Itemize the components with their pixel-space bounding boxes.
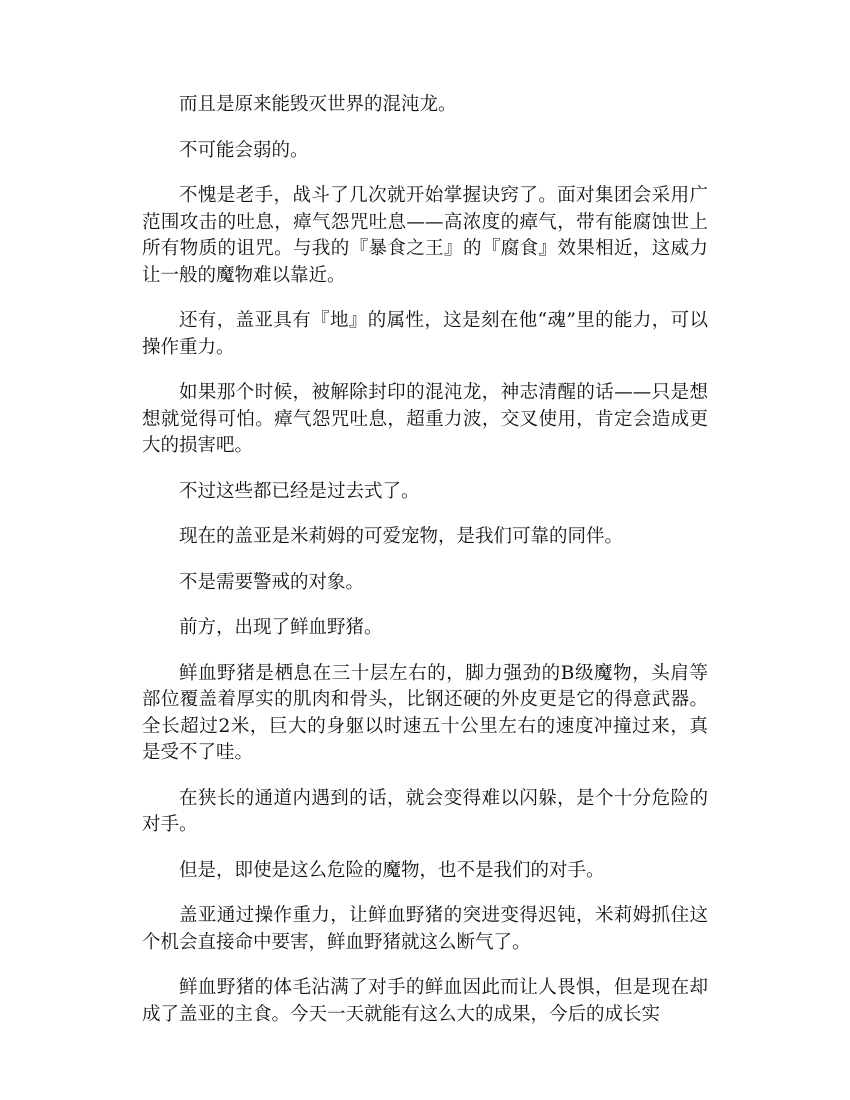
paragraph: 鲜血野猪是栖息在三十层左右的，脚力强劲的B级魔物，头肩等部位覆盖着厚实的肌肉和骨头，比钢还硬的外皮更是它的得意武器。全长超过2米，巨大的身躯以时速五十公里左右的速度冲撞过来，真是受不了哇。 (142, 662, 708, 763)
paragraph: 盖亚通过操作重力，让鲜血野猪的突进变得迟钝，米莉姆抓住这个机会直接命中要害，鲜血野猪就这么断气了。 (142, 905, 708, 953)
paragraph: 如果那个时候，被解除封印的混沌龙，神志清醒的话——只是想想就觉得可怕。瘴气怨咒吐息，超重力波，交叉使用，肯定会造成更大的损害吧。 (142, 382, 708, 456)
paragraph: 而且是原来能毁灭世界的混沌龙。 (179, 94, 457, 115)
paragraph: 不是需要警戒的对象。 (179, 571, 365, 593)
paragraph: 还有，盖亚具有『地』的属性，这是刻在他“魂”里的能力，可以操作重力。 (142, 310, 708, 358)
paragraph: 鲜血野猪的体毛沾满了对手的鲜血因此而让人畏惧，但是现在却成了盖亚的主食。今天一天就能有这么大的成果，今后的成长实 (142, 977, 708, 1025)
paragraph: 不过这些都已经是过去式了。 (179, 480, 420, 502)
paragraph: 在狭长的通道内遇到的话，就会变得难以闪躲，是个十分危险的对手。 (142, 787, 708, 835)
paragraph: 不可能会弱的。 (179, 139, 309, 161)
paragraph: 不愧是老手，战斗了几次就开始掌握诀窍了。面对集团会采用广范围攻击的吐息，瘴气怨咒吐息——高浓度的瘴气，带有能腐蚀世上所有物质的诅咒。与我的『暴食之王』的『腐食』效果相近，这威力让一般的魔物难以靠近。 (142, 185, 708, 286)
paragraph: 前方，出现了鲜血野猪。 (179, 617, 383, 638)
paragraph: 但是，即使是这么危险的魔物，也不是我们的对手。 (179, 859, 605, 881)
body-text (142, 92, 708, 1047)
paragraph: 现在的盖亚是米莉姆的可爱宠物，是我们可靠的同伴。 (179, 526, 624, 547)
